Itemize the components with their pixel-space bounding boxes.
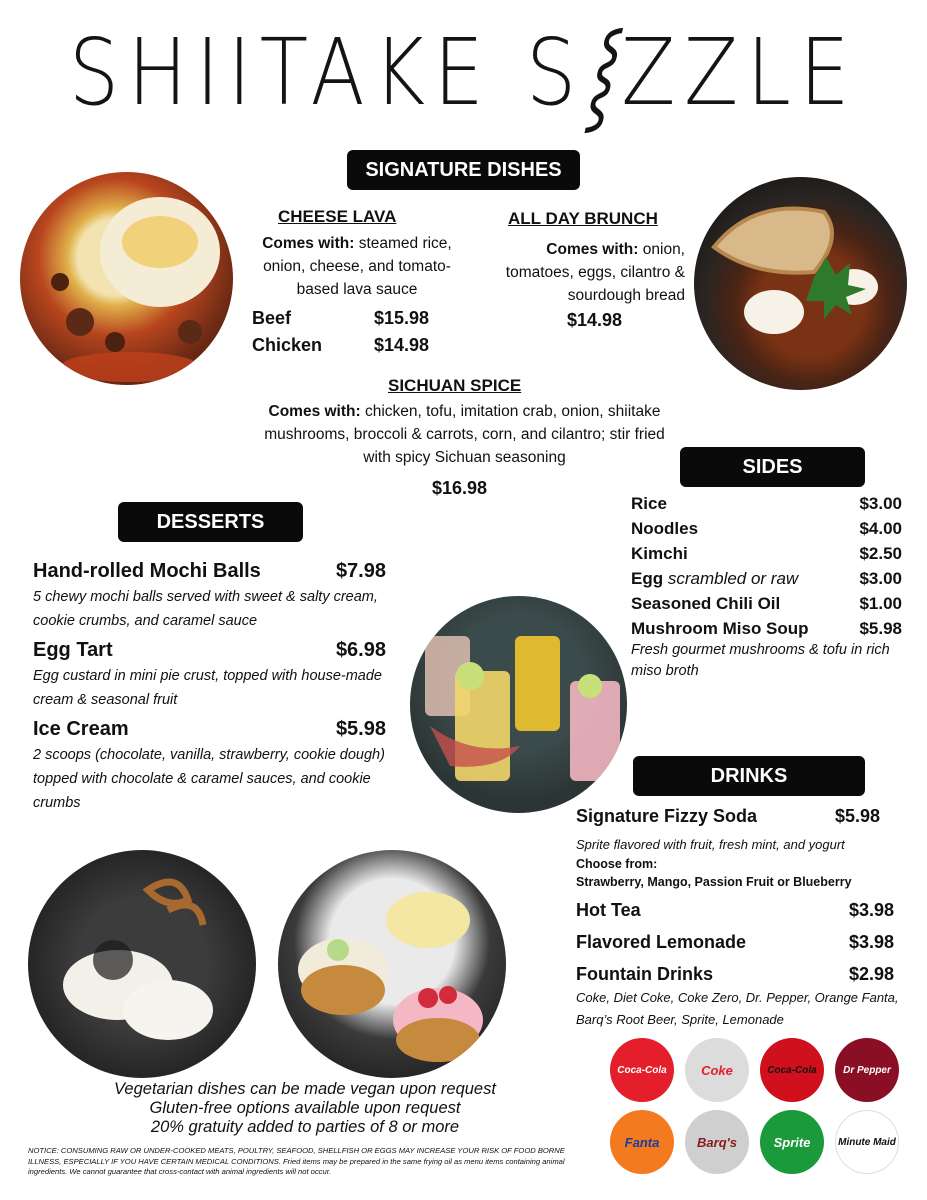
side-item-price: $1.00 [859,594,902,613]
drinks-list [576,894,894,990]
sichuan-spice-name: SICHUAN SPICE [388,376,522,395]
desserts-list [33,560,413,821]
drink-item [576,926,894,958]
side-item [631,541,902,566]
side-item [631,491,902,516]
cheese-lava-name: CHEESE LAVA [278,207,397,226]
comes-with-label: Comes with: [268,403,361,420]
drink-name: Hot Tea [576,900,641,920]
side-item-name: Mushroom Miso Soup [631,619,809,638]
dessert-description: 2 scoops (chocolate, vanilla, strawberry, cookie dough) topped with chocolate & caramel sauces, and cookie crumbs [33,747,385,811]
cheese-lava-description [242,232,472,301]
comes-with-text: steamed rice, onion, cheese, and tomato-based lava sauce [263,235,452,298]
dessert-description: 5 chewy mochi balls served with sweet & salty cream, cookie crumbs, and caramel sauce [33,589,378,629]
footer-notes [70,1080,540,1137]
comes-with-label: Comes with: [262,235,355,252]
drink-price: $3.98 [848,900,894,920]
dr-pepper-logo: Dr Pepper [835,1038,899,1102]
fanta-logo: Fanta [610,1110,674,1174]
comes-with-text: onion, tomatoes, eggs, cilantro & sourdough bread [505,241,685,304]
sprite-logo: Sprite [760,1110,824,1174]
dessert-description: Egg custard in mini pie crust, topped with house-made cream & seasonal fruit [33,668,382,708]
side-item [631,566,902,591]
sichuan-spice-price: $16.98 [432,478,488,498]
dessert-price: $5.98 [335,718,386,740]
all-day-brunch-photo [694,177,907,390]
desserts-heading: DESSERTS [118,502,303,542]
gluten-free-note: Gluten-free options available upon request [149,1099,461,1117]
barqs-logo: Barq's [685,1110,749,1174]
vegan-note: Vegetarian dishes can be made vegan upon request [114,1080,496,1098]
chicken-option: Chicken [252,335,323,355]
dessert-item [33,639,413,712]
fountain-drinks-description: Coke, Diet Coke, Coke Zero, Dr. Pepper, Orange Fanta, Barq’s Root Beer, Sprite, Lemonade [576,990,899,1027]
side-item-name: Seasoned Chili Oil [631,594,781,613]
side-item-price: $3.00 [859,494,902,513]
side-item [631,516,902,541]
fizzy-soda-price: $5.98 [835,806,881,826]
mochi-balls-photo [28,850,256,1078]
dessert-item [33,718,413,815]
cheese-lava-photo [20,172,233,385]
sichuan-spice-description [252,400,677,469]
all-day-brunch-price: $14.98 [567,310,623,330]
minute-maid-logo: Minute Maid [835,1110,899,1174]
all-day-brunch-name: ALL DAY BRUNCH [508,209,658,228]
restaurant-title: SHIITAKE S⸾ZZLE [68,19,859,126]
side-item [631,616,902,641]
coca-cola-logo: Coca-Cola [610,1038,674,1102]
chicken-price: $14.98 [374,335,430,355]
dessert-name: Ice Cream [33,718,129,740]
side-item-name: Noodles [631,519,699,538]
dessert-price: $6.98 [335,639,386,661]
beef-option: Beef [252,308,292,328]
dessert-price: $7.98 [335,560,386,582]
drink-price: $3.98 [848,932,894,952]
comes-with-label: Comes with: [546,241,639,258]
side-item-price: $4.00 [859,519,902,538]
dessert-name: Egg Tart [33,639,113,661]
side-item-name: Kimchi [631,544,688,563]
comes-with-text: chicken, tofu, imitation crab, onion, shiitake mushrooms, broccoli & carrots, corn, and cilantro; stir fried with spicy Sichuan seasoning [264,403,665,466]
egg-tart-photo [278,850,506,1078]
dessert-name: Hand-rolled Mochi Balls [33,560,261,582]
dessert-item [33,560,413,633]
all-day-brunch-description [480,238,685,307]
signature-dishes-heading: SIGNATURE DISHES [347,150,580,190]
drink-price: $2.98 [848,964,894,984]
coke-zero-logo: Coca-Cola [760,1038,824,1102]
food-safety-notice: NOTICE: CONSUMING RAW OR UNDER-COOKED MEATS, POULTRY, SEAFOOD, SHELLFISH OR EGGS MAY INCREASE YOUR RISK OF FOOD BORNE ILLNESS, ESPECIALLY IF YOU HAVE CERTAIN MEDICAL CONDITIONS. Fried items may be prepared in the same frying oil as menu items containing animal ingredients. We cannot guarantee that cross-contact with animal ingredients will not occur. [28,1146,565,1176]
sides-list [631,491,902,641]
side-item-price: $3.00 [859,569,902,588]
drink-item [576,894,894,926]
gratuity-note: 20% gratuity added to parties of 8 or more [150,1118,460,1136]
choose-from-options: Strawberry, Mango, Passion Fruit or Blueberry [576,875,852,889]
choose-from-label: Choose from: [576,857,658,871]
side-item-price: $2.50 [859,544,902,563]
sides-heading: SIDES [680,447,865,487]
fizzy-soda-description: Sprite flavored with fruit, fresh mint, and yogurt [576,837,845,852]
side-item-price: $5.98 [859,619,902,638]
miso-soup-description: Fresh gourmet mushrooms & tofu in rich miso broth [631,642,890,679]
drinks-heading: DRINKS [633,756,865,796]
side-item-name: Egg scrambled or raw [631,569,799,588]
drink-item [576,958,894,990]
fizzy-soda-photo [410,596,627,813]
diet-coke-logo: Coke [685,1038,749,1102]
side-item [631,591,902,616]
side-item-name: Rice [631,494,667,513]
drink-name: Flavored Lemonade [576,932,747,952]
beef-price: $15.98 [374,308,430,328]
fizzy-soda-name: Signature Fizzy Soda [576,806,758,826]
drink-name: Fountain Drinks [576,964,714,984]
